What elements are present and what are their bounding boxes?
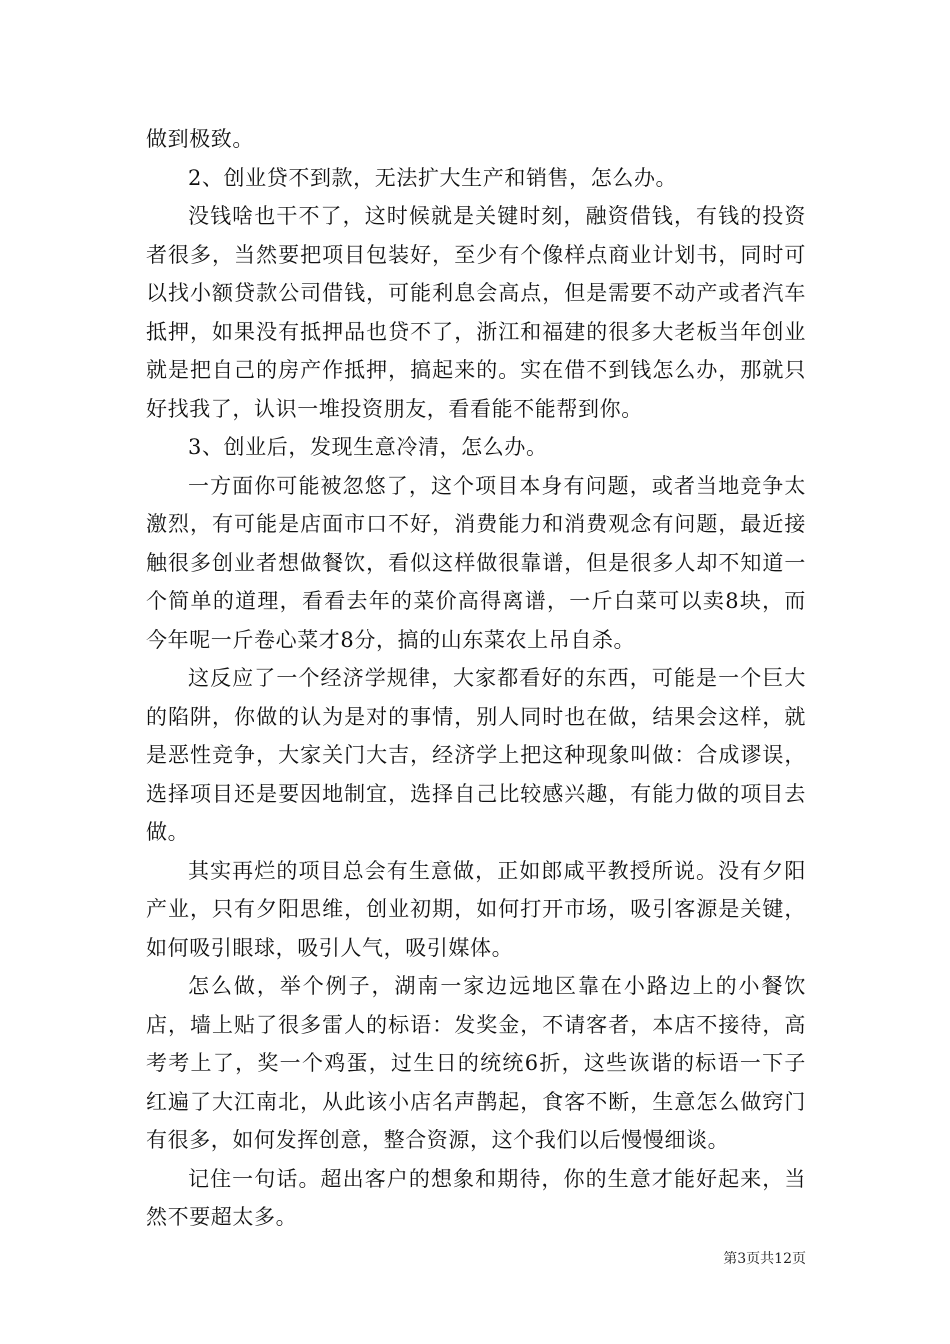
- paragraph-3: 没钱啥也干不了，这时候就是关键时刻，融资借钱，有钱的投资者很多，当然要把项目包装好，至少有个像样点商业计划书，同时可以找小额贷款公司借钱，可能利息会高点，但是需要不动产或者汽车抵押，如果没有抵押品也贷不了，浙江和福建的很多大老板当年创业就是把自己的房产作抵押，搞起来的。实在借不到钱怎么办，那就只好找我了，认识一堆投资朋友，看看能不能帮到你。: [146, 204, 806, 421]
- paragraph-8: 怎么做，举个例子，湖南一家边远地区靠在小路边上的小餐饮店，墙上贴了很多雷人的标语：发奖金，不请客者，本店不接待，高考考上了，奖一个鸡蛋，过生日的统统6折，这些诙谐的标语一下子红遍了大江南北，从此该小店名声鹊起，食客不断，生意怎么做窍门有很多，如何发挥创意，整合资源，这个我们以后慢慢细谈。: [146, 974, 806, 1152]
- paragraph-1: 做到极致。: [146, 127, 254, 151]
- page-number-footer: 第3页共12页: [723, 1251, 806, 1267]
- paragraph-5: 一方面你可能被忽悠了，这个项目本身有问题，或者当地竞争太激烈，有可能是店面市口不好，消费能力和消费观念有问题，最近接触很多创业者想做餐饮，看似这样做很靠谱，但是很多人却不知道一个简单的道理，看看去年的菜价高得离谱，一斤白菜可以卖8块，而今年呢一斤卷心菜才8分，搞的山东菜农上吊自杀。: [146, 473, 806, 652]
- paragraph-6: 这反应了一个经济学规律，大家都看好的东西，可能是一个巨大的陷阱，你做的认为是对的事情，别人同时也在做，结果会这样，就是恶性竞争，大家关门大吉，经济学上把这种现象叫做：合成谬误，选择项目还是要因地制宜，选择自己比较感兴趣，有能力做的项目去做。: [146, 666, 806, 844]
- paragraph-2-heading: 2、创业贷不到款，无法扩大生产和销售，怎么办。: [188, 165, 678, 190]
- paragraph-9: 记住一句话。超出客户的想象和期待，你的生意才能好起来，当然不要超太多。: [146, 1166, 806, 1229]
- paragraph-7: 其实再烂的项目总会有生意做，正如郎咸平教授所说。没有夕阳产业，只有夕阳思维，创业初期，如何打开市场，吸引客源是关键，如何吸引眼球，吸引人气，吸引媒体。: [146, 858, 806, 960]
- paragraph-4-heading: 3、创业后，发现生意冷清，怎么办。: [188, 435, 548, 459]
- document-body: [146, 120, 806, 1237]
